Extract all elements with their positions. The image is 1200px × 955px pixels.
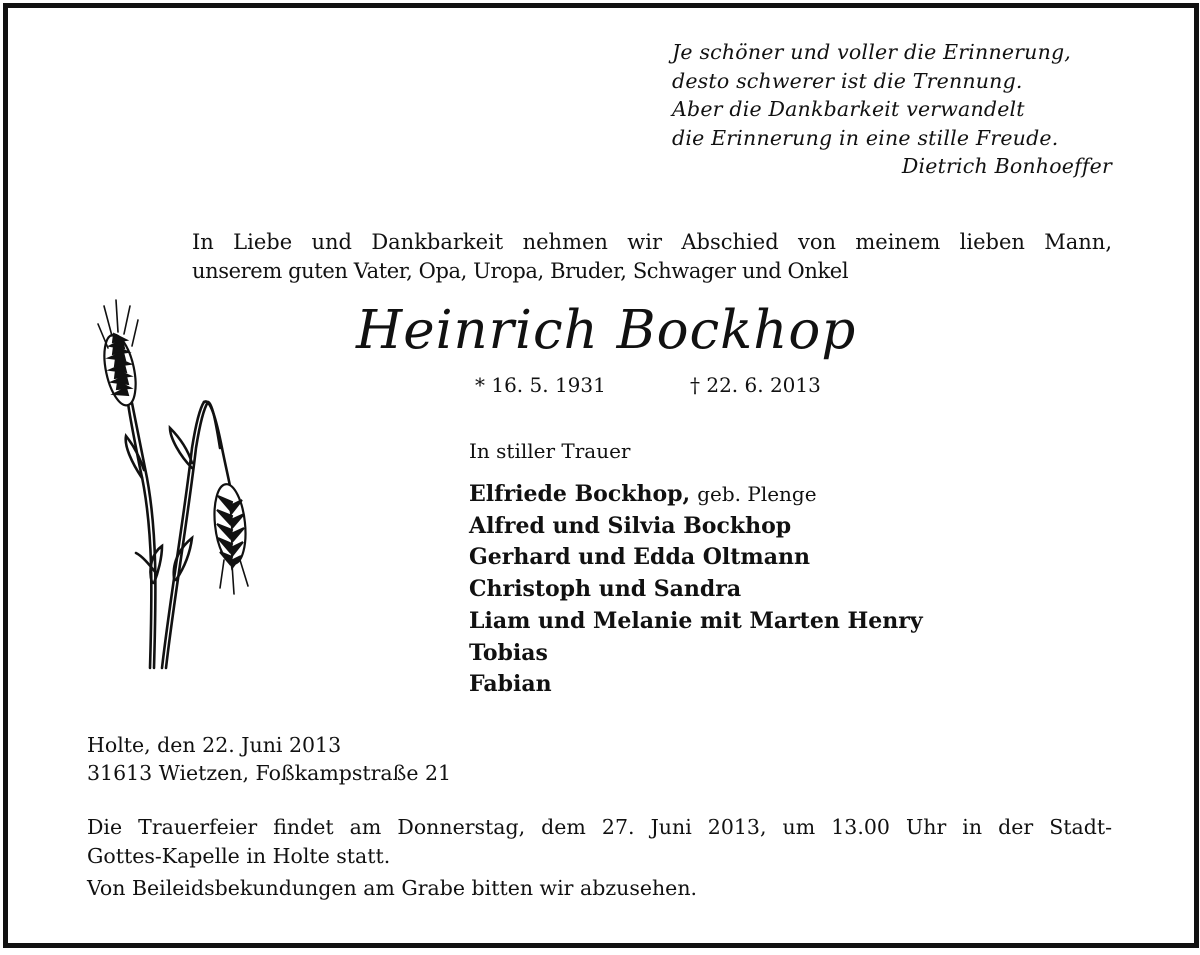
family-member bbox=[469, 511, 989, 543]
family-member-name: Fabian bbox=[469, 671, 552, 698]
bonhoeffer-quote bbox=[672, 38, 1112, 181]
intro-text bbox=[192, 228, 1112, 286]
family-list bbox=[469, 479, 989, 701]
wheat-ears-icon bbox=[92, 298, 262, 678]
quote-line: Aber die Dankbarkeit verwandelt bbox=[672, 97, 1025, 121]
deceased-name: Heinrich Bockhop bbox=[356, 300, 857, 361]
birth-date: * 16. 5. 1931 bbox=[475, 373, 606, 397]
condolence-notice: Von Beileidsbekundungen am Grabe bitten wir abzusehen. bbox=[87, 876, 698, 900]
family-member bbox=[469, 638, 989, 670]
family-member-name: Liam und Melanie mit Marten Henry bbox=[469, 607, 923, 634]
family-member bbox=[469, 542, 989, 574]
ceremony-notice bbox=[87, 813, 1112, 870]
ceremony-line: Gottes-Kapelle in Holte statt. bbox=[87, 843, 391, 868]
family-member bbox=[469, 574, 989, 606]
place-date: Holte, den 22. Juni 2013 bbox=[87, 733, 342, 757]
death-date: † 22. 6. 2013 bbox=[690, 373, 821, 397]
family-member-name: Tobias bbox=[469, 639, 548, 666]
place-and-address bbox=[87, 731, 451, 787]
quote-author: Dietrich Bonhoeffer bbox=[901, 154, 1112, 178]
family-member-name: Alfred und Silvia Bockhop bbox=[469, 512, 792, 539]
ceremony-line: Die Trauerfeier findet am Donnerstag, dem 27. Juni 2013, um 13.00 Uhr in der Stadt- bbox=[87, 815, 1112, 839]
maiden-name-note: geb. Plenge bbox=[697, 482, 817, 506]
family-member-name: Christoph und Sandra bbox=[469, 576, 742, 603]
quote-line: desto schwerer ist die Trennung. bbox=[672, 68, 1023, 93]
quote-line: die Erinnerung in eine stille Freude. bbox=[672, 125, 1059, 150]
mourning-label: In stiller Trauer bbox=[469, 439, 631, 463]
family-member bbox=[469, 606, 989, 638]
address: 31613 Wietzen, Foßkampstraße 21 bbox=[87, 761, 452, 785]
family-member-name: Gerhard und Edda Oltmann bbox=[469, 544, 810, 571]
intro-line: In Liebe und Dankbarkeit nehmen wir Abschied von meinem lieben Mann, bbox=[192, 230, 1112, 254]
quote-line: Je schöner und voller die Erinnerung, bbox=[672, 40, 1072, 64]
family-member bbox=[469, 669, 989, 701]
family-member bbox=[469, 479, 989, 511]
family-member-name: Elfriede Bockhop, bbox=[469, 481, 691, 507]
intro-line: unserem guten Vater, Opa, Uropa, Bruder, Schwager und Onkel bbox=[192, 259, 849, 283]
